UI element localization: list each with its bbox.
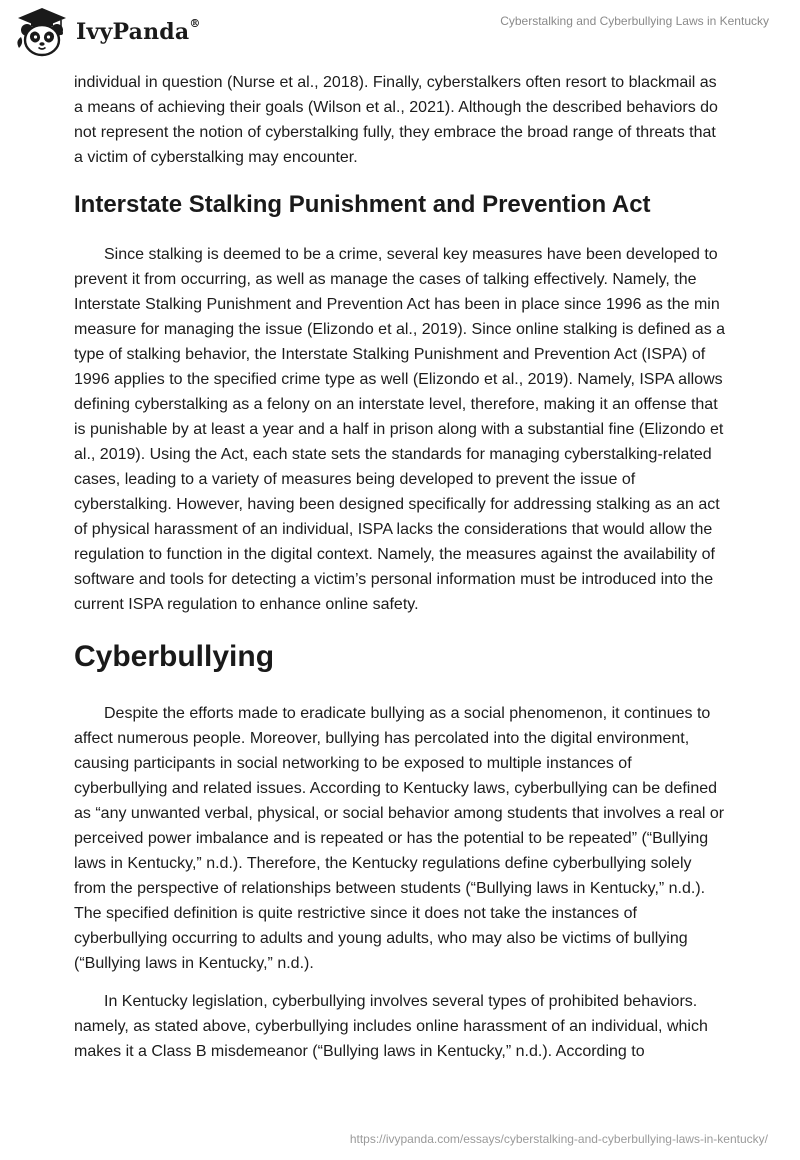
- document-title: Cyberstalking and Cyberbullying Laws in Kentucky: [500, 14, 769, 28]
- panda-graduate-icon: [14, 6, 70, 58]
- page-header: [0, 0, 800, 60]
- logo-text: [76, 19, 201, 45]
- registered-mark: ®: [189, 17, 201, 30]
- ispa-paragraph: Since stalking is deemed to be a crime, several key measures have been developed to prevent it from occurring, as well as manage the cases of talking effectively. Namely, the Interstate Stalking Punishment and Prevention Act has been in place since 1996 as the min measure for managing the issue (Elizondo et al., 2019). Since online stalking is defined as a type of stalking behavior, the Interstate Stalking Punishment and Prevention Act (ISPA) of 1996 applies to the specified crime type as well (Elizondo et al., 2019). Namely, ISPA allows defining cyberstalking as a felony on an interstate level, therefore, making it an offense that is punishable by at least a year and a half in prison along with a substantial fine (Elizondo et al., 2019). Using the Act, each state sets the standards for managing cyberstalking-related cases, leading to a variety of measures being developed to prevent the issue of cyberstalking. However, having been designed specifically for addressing stalking as an act of physical harassment of an individual, ISPA lacks the considerations that would allow the regulation to function in the digital context. Namely, the measures against the availability of software and tools for detecting a victim’s personal information must be introduced into the current ISPA regulation to enhance online safety.: [74, 246, 726, 613]
- ispa-heading: Interstate Stalking Punishment and Prevention Act: [74, 191, 651, 218]
- cyberbullying-paragraph-2: In Kentucky legislation, cyberbullying involves several types of prohibited behaviors. namely, as stated above, cyberbullying includes online harassment of an individual, which makes it a Class B misdemeanor (“Bullying laws in Kentucky,” n.d.). According to: [74, 993, 708, 1060]
- cyberbullying-paragraph-1: Despite the efforts made to eradicate bullying as a social phenomenon, it continues to affect numerous people. Moreover, bullying has percolated into the digital environment, causing participants in social networking to be exposed to multiple instances of cyberbullying and related issues. According to Kentucky laws, cyberbullying can be defined as “any unwanted verbal, physical, or social behavior among students that involves a real or perceived power imbalance and is repeated or has the potential to be repeated” (“Bullying laws in Kentucky,” n.d.). Therefore, the Kentucky regulations define cyberbullying solely from the perspective of relationships between students (“Bullying laws in Kentucky,” n.d.). The specified definition is quite restrictive since it does not take the instances of cyberbullying occurring to adults and young adults, who may also be victims of bullying (“Bullying laws in Kentucky,” n.d.).: [74, 705, 725, 972]
- cyberbullying-heading: Cyberbullying: [74, 640, 275, 673]
- essay-content: [74, 70, 726, 1064]
- source-url[interactable]: https://ivypanda.com/essays/cyberstalking-and-cyberbullying-laws-in-kentucky/: [349, 1132, 768, 1146]
- intro-paragraph: individual in question (Nurse et al., 2018). Finally, cyberstalkers often resort to blackmail as a means of achieving their goals (Wilson et al., 2021). Although the described behaviors do not represent the notion of cyberstalking fully, they embrace the broad range of threats that a victim of cyberstalking may encounter.: [74, 74, 718, 166]
- ivypanda-logo[interactable]: [14, 6, 201, 58]
- logo-name: IvyPanda: [76, 19, 190, 45]
